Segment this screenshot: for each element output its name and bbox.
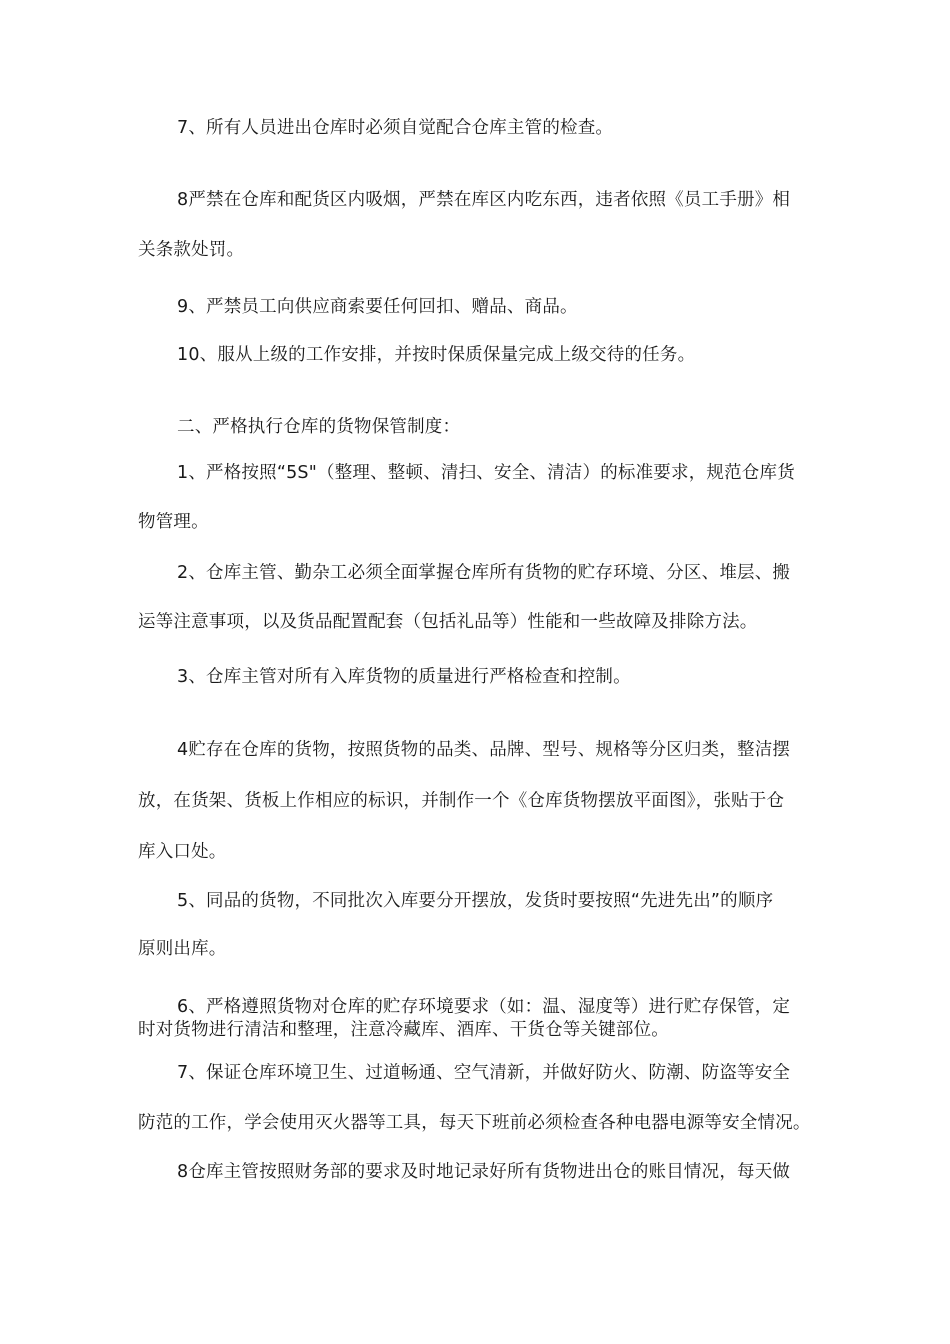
- item-6-line-2: 时对货物进行清洁和整理，注意冷藏库、酒库、干货仓等关键部位。: [138, 1020, 669, 1040]
- item-6-line-1: 6、严格遵照货物对仓库的贮存环境要求（如：温、湿度等）进行贮存保管，定: [177, 997, 791, 1017]
- rule-10-line: 10、服从上级的工作安排，并按时保质保量完成上级交待的任务。: [177, 345, 696, 365]
- rule-7-line: 7、所有人员进出仓库时必须自觉配合仓库主管的检查。: [177, 118, 614, 138]
- item-4-line-1: 4贮存在仓库的货物，按照货物的品类、品牌、型号、规格等分区归类，整洁摆: [177, 740, 791, 760]
- item-2-line-2: 运等注意事项，以及货品配置配套（包括礼品等）性能和一些故障及排除方法。: [138, 612, 758, 632]
- item-4-line-3: 库入口处。: [138, 842, 227, 862]
- item-4-line-2: 放，在货架、货板上作相应的标识，并制作一个《仓库货物摆放平面图》，张贴于仓: [138, 791, 785, 811]
- rule-9-line: 9、严禁员工向供应商索要任何回扣、赠品、商品。: [177, 297, 578, 317]
- item-1-line-2: 物管理。: [138, 512, 209, 532]
- section-2-heading: 二、严格执行仓库的货物保管制度：: [177, 417, 461, 437]
- item-5-line-2: 原则出库。: [138, 939, 227, 959]
- item-7-line-1: 7、保证仓库环境卫生、过道畅通、空气清新，并做好防火、防潮、防盗等安全: [177, 1063, 791, 1083]
- item-8-line-1: 8仓库主管按照财务部的要求及时地记录好所有货物进出仓的账目情况，每天做: [177, 1162, 791, 1182]
- item-2-line-1: 2、仓库主管、勤杂工必须全面掌握仓库所有货物的贮存环境、分区、堆层、搬: [177, 563, 791, 583]
- item-3-line: 3、仓库主管对所有入库货物的质量进行严格检查和控制。: [177, 667, 631, 687]
- rule-8-line-2: 关条款处罚。: [138, 240, 245, 260]
- item-7-line-2: 防范的工作，学会使用灭火器等工具，每天下班前必须检查各种电器电源等安全情况。: [138, 1113, 811, 1133]
- rule-8-line-1: 8严禁在仓库和配货区内吸烟，严禁在库区内吃东西，违者依照《员工手册》相: [177, 190, 791, 210]
- item-5-line-1: 5、同品的货物，不同批次入库要分开摆放，发货时要按照“先进先出”的顺序: [177, 891, 774, 911]
- item-1-line-1: 1、严格按照“5S"（整理、整顿、清扫、安全、清洁）的标准要求，规范仓库货: [177, 463, 795, 483]
